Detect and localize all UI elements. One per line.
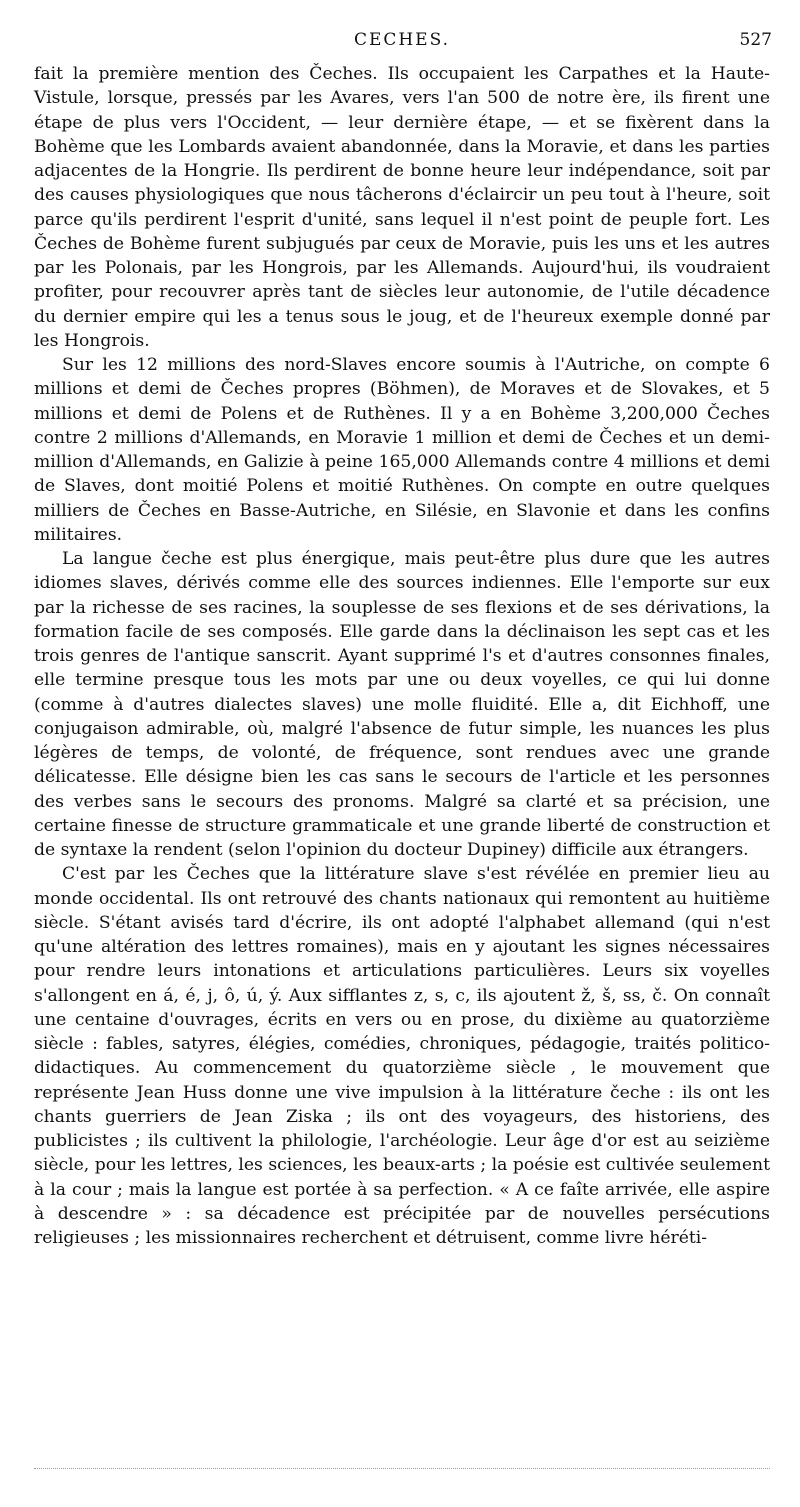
body-text	[34, 62, 770, 1250]
running-head	[34, 0, 770, 56]
paragraph: La langue čeche est plus énergique, mais peut-être plus dure que les autres idiomes slaves, dérivés comme elle des sources indiennes. Elle l'emporte sur eux par la richesse de ses racines, la souplesse de ses flexions et de ses dérivations, la formation facile de ses composés. Elle garde dans la déclinaison les sept cas et les trois genres de l'antique sanscrit. Ayant supprimé l's et d'autres consonnes finales, elle termine presque tous les mots par une ou deux voyelles, ce qui lui donne (comme à d'autres dialectes slaves) une molle fluidité. Elle a, dit Eichhoff, une conjugaison admirable, où, malgré l'absence de futur simple, les nuances les plus légères de temps, de volonté, de fréquence, sont rendues avec une grande délicatesse. Elle désigne bien les cas sans le secours de l'article et les personnes des verbes sans le secours des pronoms. Malgré sa clarté et sa précision, une certaine finesse de structure grammaticale et une grande liberté de construction et de syntaxe la rendent (selon l'opinion du docteur Dupiney) difficile aux étrangers.	[34, 549, 770, 860]
running-title: CECHES.	[353, 30, 451, 50]
paragraph: C'est par les Čeches que la littérature slave s'est révélée en premier lieu au monde occidental. Ils ont retrouvé des chants nationaux qui remontent au huitième siècle. S'étant avisés tard d'écrire, ils ont adopté l'alphabet allemand (qui n'est qu'une altération des lettres romaines), mais en y ajoutant les signes nécessaires pour rendre leurs intonations et articulations particulières. Leurs six voyelles s'allongent en á, é, j, ô, ú, ý. Aux sifflantes z, s, c, ils ajoutent ž, š, ss, č. On connaît une centaine d'ouvrages, écrits en vers ou en prose, du dixième au quatorzième siècle : fables, satyres, élégies, comédies, chroniques, pédagogie, traités politico-didactiques. Au commencement du quatorzième siècle , le mouvement que représente Jean Huss donne une vive impulsion à la littérature čeche : ils ont les chants guerriers de Jean Ziska ; ils ont des voyageurs, des historiens, des publicistes ; ils cultivent la philologie, l'archéologie. Leur âge d'or est au seizième siècle, pour les lettres, les sciences, les beaux-arts ; la poésie est cultivée seulement à la cour ; mais la langue est portée à sa perfection. « A ce faîte arrivée, elle aspire à descendre » : sa décadence est précipitée par de nouvelles persécutions religieuses ; les missionnaires recherchent et détruisent, comme livre héréti-	[34, 864, 770, 1248]
paragraph: Sur les 12 millions des nord-Slaves encore soumis à l'Autriche, on compte 6 millions et demi de Čeches propres (Böhmen), de Moraves et de Slovakes, et 5 millions et demi de Polens et de Ruthènes. Il y a en Bohème 3,200,000 Čeches contre 2 millions d'Allemands, en Moravie 1 million et demi de Čeches et un demi-million d'Allemands, en Galizie à peine 165,000 Allemands contre 4 millions et demi de Slaves, dont moitié Polens et moitié Ruthènes. On compte en outre quelques milliers de Čeches en Basse-Autriche, en Silésie, en Slavonie et dans les confins militaires.	[34, 355, 770, 545]
footer-rule	[34, 1468, 770, 1469]
page-number: 527	[739, 30, 772, 50]
paragraph: fait la première mention des Čeches. Ils occupaient les Carpathes et la Haute-Vistule, lorsque, pressés par les Avares, vers l'an 500 de notre ère, ils firent une étape de plus vers l'Occident, — leur dernière étape, — et se fixèrent dans la Bohème que les Lombards avaient abandonnée, dans la Moravie, et dans les parties adjacentes de la Hongrie. Ils perdirent de bonne heure leur indépendance, soit par des causes physiologiques que nous tâcherons d'éclaircir un peu tout à l'heure, soit parce qu'ils perdirent l'esprit d'unité, sans lequel il n'est point de peuple fort. Les Čeches de Bohème furent subjugués par ceux de Moravie, puis les uns et les autres par les Polonais, par les Hongrois, par les Allemands. Aujourd'hui, ils voudraient profiter, pour recouvrer après tant de siècles leur autonomie, de l'utile décadence du dernier empire qui les a tenus sous le joug, et de l'heureux exemple donné par les Hongrois.	[34, 64, 770, 351]
book-page	[34, 0, 770, 1507]
